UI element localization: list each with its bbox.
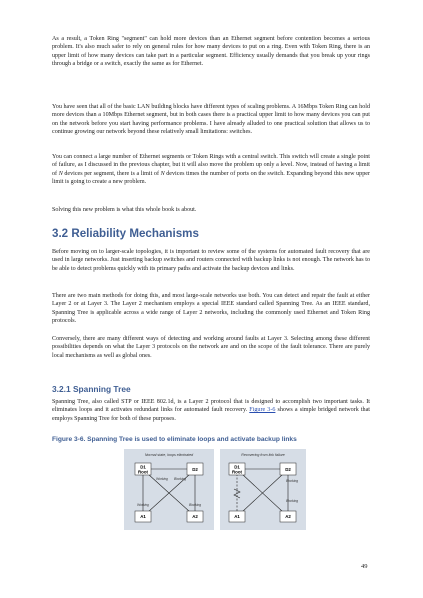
node-root-label: Root (232, 469, 242, 475)
diagram-link-failure (220, 449, 306, 530)
paragraph-text: You can connect a large number of Ethernet segments or Token Rings with a central switch. This switch will create a single point of failure, as I discussed in the previous chapter, but it will also move the problem up only a level. Now, instead of having a limit of N devices per segment, there is a limit of N devices times the number of ports on the switch. Expanding beyond this new upper limit is going to create a new problem. (52, 154, 370, 186)
label-blocking-top: Blocking (173, 477, 187, 481)
node-d2-label: D2 (192, 467, 198, 472)
paragraph-solving-problem (52, 206, 370, 214)
paragraph-two-methods (52, 292, 370, 326)
label-blocking-bottom: Blocking (285, 499, 299, 503)
paragraph-central-switch (52, 153, 370, 187)
label-blocking-top: Blocking (285, 479, 299, 483)
figure-caption: Figure 3-6. Spanning Tree is used to eliminate loops and activate backup links (52, 436, 297, 443)
paragraph-spanning-tree (52, 398, 370, 423)
section-heading: 3.2 Reliability Mechanisms (52, 227, 199, 240)
paragraph-text: As a result, a Token Ring "segment" can hold more devices than an Ethernet segment before contention becomes a serious problem. It's also much safer to rely on general rules for how many devices to put on a ring. Even with Token Ring, there is an upper limit of how many devices can take part in a particular segment. Efficiency usually demands that you break up your rings through a bridge or a switch, exactly the same as for Ethernet. (52, 36, 370, 68)
label-blocking-bottom: Blocking (188, 503, 202, 507)
paragraph-text: Solving this new problem is what this whole book is about. (52, 207, 197, 213)
paragraph-token-ring-segment (52, 35, 370, 69)
node-d1-label: D1 (234, 464, 240, 470)
paragraph-text: There are two main methods for doing this, and most large-scale networks use both. You can detect and repair the fault at either Layer 2 or at Layer 3. The Layer 2 mechanism employs a special IEEE standard called Spanning Tree. As an IEEE standard, Spanning Tree is applicable across a wide range of Layer 2 networks, including the commonly used Ethernet and Token Ring protocols. (52, 293, 370, 325)
label-working-bottom: Working (137, 503, 149, 507)
node-d1-label: D1 (140, 464, 146, 470)
paragraph-fault-recovery (52, 248, 370, 273)
page-number: 49 (361, 563, 368, 570)
subsection-heading: 3.2.1 Spanning Tree (52, 384, 131, 394)
node-d2-label: D2 (285, 467, 291, 472)
node-a2-label: A2 (285, 514, 291, 519)
diagram-title: Normal state, loops eliminated (144, 453, 194, 457)
diagram-title: Recovering from link failure (241, 453, 285, 457)
node-a2-label: A2 (192, 514, 198, 519)
label-working-top: Working (156, 477, 168, 481)
paragraph-text: You have seen that all of the basic LAN building blocks have different types of scaling problems. A 16Mbps Token Ring can hold more devices than a 10Mbps Ethernet segment, but in both cases there is a practical upper limit to how many devices you can put on the network before you start having performance problems. I have already alluded to one practical solution that allows us to continue growing our network beyond these relatively small limitations: switches. (52, 104, 370, 136)
paragraph-layer3-faults (52, 335, 370, 360)
paragraph-text: Spanning Tree, also called STP or IEEE 802.1d, is a Layer 2 protocol that is designed to accomplish two important tasks. It eliminates loops and it activates redundant links for automated fault recovery. Figure 3-6 shows a simple bridged network that employs Spanning Tree for both of these purposes. (52, 399, 370, 422)
node-root-label: Root (138, 469, 148, 475)
node-a1-label: A1 (140, 514, 146, 519)
paragraph-text: Before moving on to larger-scale topologies, it is important to review some of the systems for automated fault recovery that are used in large networks. Just inserting backup switches and routers connected with backup links is not enough. The network has to be able to detect problems quickly with its primary paths and activate the backup devices and links. (52, 249, 370, 272)
paragraph-text: Conversely, there are many different ways of detecting and working around faults at Layer 3. Selecting among these different possibilities depends on what the Layer 3 protocols on the network are and on the scope of the fault tolerance. There are purely local mechanisms as well as global ones. (52, 336, 370, 359)
node-a1-label: A1 (234, 514, 240, 519)
figure-link[interactable]: Figure 3-6 (249, 407, 276, 414)
diagram-normal-state (124, 449, 214, 530)
paragraph-scaling-problems (52, 103, 370, 137)
